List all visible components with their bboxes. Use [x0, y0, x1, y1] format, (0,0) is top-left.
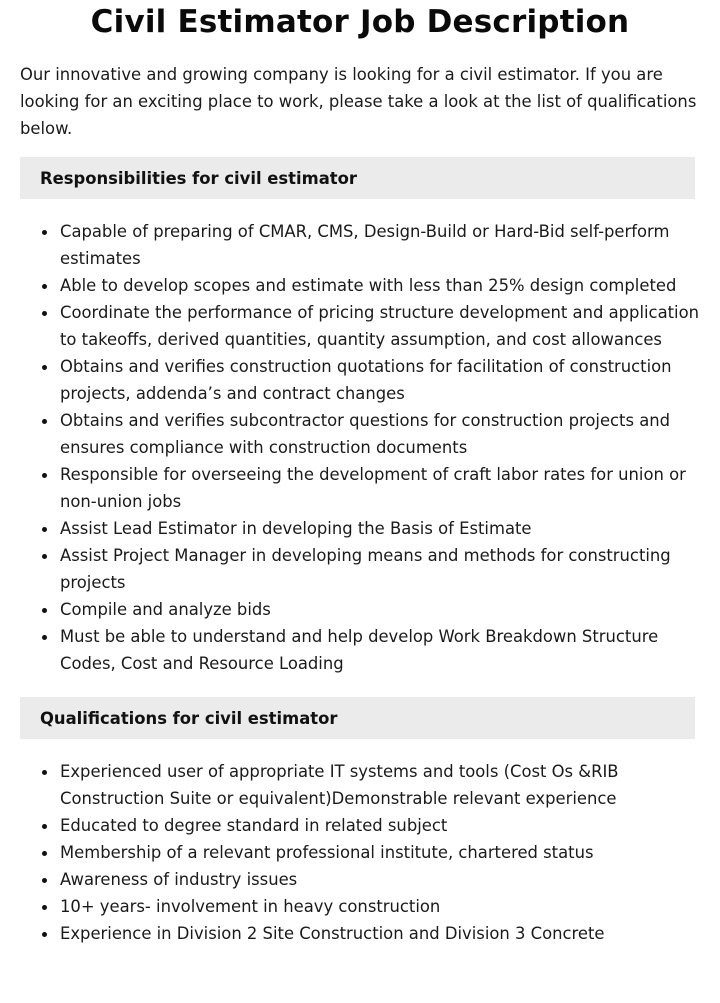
- list-item-text: Must be able to understand and help develop Work Breakdown Structure Codes, Cost and Resource Loading: [60, 627, 659, 673]
- bullet-icon: [42, 365, 47, 370]
- list-item: [20, 758, 700, 812]
- list-item-text: Membership of a relevant professional institute, chartered status: [60, 843, 594, 862]
- responsibilities-heading: Responsibilities for civil estimator: [20, 157, 695, 199]
- list-item: [20, 542, 700, 596]
- list-item-text: Educated to degree standard in related subject: [60, 816, 448, 835]
- bullet-icon: [42, 635, 47, 640]
- list-item-text: Responsible for overseeing the development of craft labor rates for union or non-union jobs: [60, 465, 686, 511]
- list-item: [20, 461, 700, 515]
- list-item: [20, 866, 700, 893]
- bullet-icon: [42, 284, 47, 289]
- bullet-icon: [42, 905, 47, 910]
- list-item-text: Obtains and verifies subcontractor questions for construction projects and ensures compliance with construction documents: [60, 411, 671, 457]
- list-item: [20, 515, 700, 542]
- bullet-icon: [42, 230, 47, 235]
- list-item-text: Experienced user of appropriate IT systems and tools (Cost Os &RIB Construction Suite or equivalent)Demonstrable relevant experience: [60, 762, 619, 808]
- list-item: [20, 893, 700, 920]
- bullet-icon: [42, 770, 47, 775]
- list-item: [20, 218, 700, 272]
- page-title: Civil Estimator Job Description: [90, 4, 630, 40]
- qualifications-list: [20, 758, 700, 947]
- list-item-text: Coordinate the performance of pricing structure development and application to takeoffs, derived quantities, quantity assumption, and cost allowances: [60, 303, 700, 349]
- list-item-text: Obtains and verifies construction quotations for facilitation of construction projects, addenda’s and contract changes: [60, 357, 672, 403]
- bullet-icon: [42, 419, 47, 424]
- list-item: [20, 272, 700, 299]
- bullet-icon: [42, 608, 47, 613]
- list-item-text: Able to develop scopes and estimate with less than 25% design completed: [60, 276, 677, 295]
- bullet-icon: [42, 851, 47, 856]
- responsibilities-list: [20, 218, 700, 677]
- list-item: [20, 920, 700, 947]
- qualifications-heading: Qualifications for civil estimator: [20, 697, 695, 739]
- list-item-text: Experience in Division 2 Site Construction and Division 3 Concrete: [60, 924, 605, 943]
- intro-paragraph: Our innovative and growing company is looking for a civil estimator. If you are looking for an exciting place to work, please take a look at the list of qualifications below.: [20, 65, 697, 138]
- list-item-text: Awareness of industry issues: [60, 870, 298, 889]
- list-item: [20, 623, 700, 677]
- list-item: [20, 353, 700, 407]
- list-item-text: Assist Project Manager in developing means and methods for constructing projects: [60, 546, 671, 592]
- bullet-icon: [42, 554, 47, 559]
- list-item-text: Assist Lead Estimator in developing the Basis of Estimate: [60, 519, 532, 538]
- list-item-text: 10+ years- involvement in heavy construction: [60, 897, 441, 916]
- bullet-icon: [42, 878, 47, 883]
- bullet-icon: [42, 932, 47, 937]
- bullet-icon: [42, 824, 47, 829]
- bullet-icon: [42, 473, 47, 478]
- list-item: [20, 596, 700, 623]
- bullet-icon: [42, 311, 47, 316]
- list-item: [20, 839, 700, 866]
- bullet-icon: [42, 527, 47, 532]
- list-item-text: Compile and analyze bids: [60, 600, 271, 619]
- list-item: [20, 407, 700, 461]
- list-item: [20, 812, 700, 839]
- list-item: [20, 299, 700, 353]
- list-item-text: Capable of preparing of CMAR, CMS, Design-Build or Hard-Bid self-perform estimates: [60, 222, 670, 268]
